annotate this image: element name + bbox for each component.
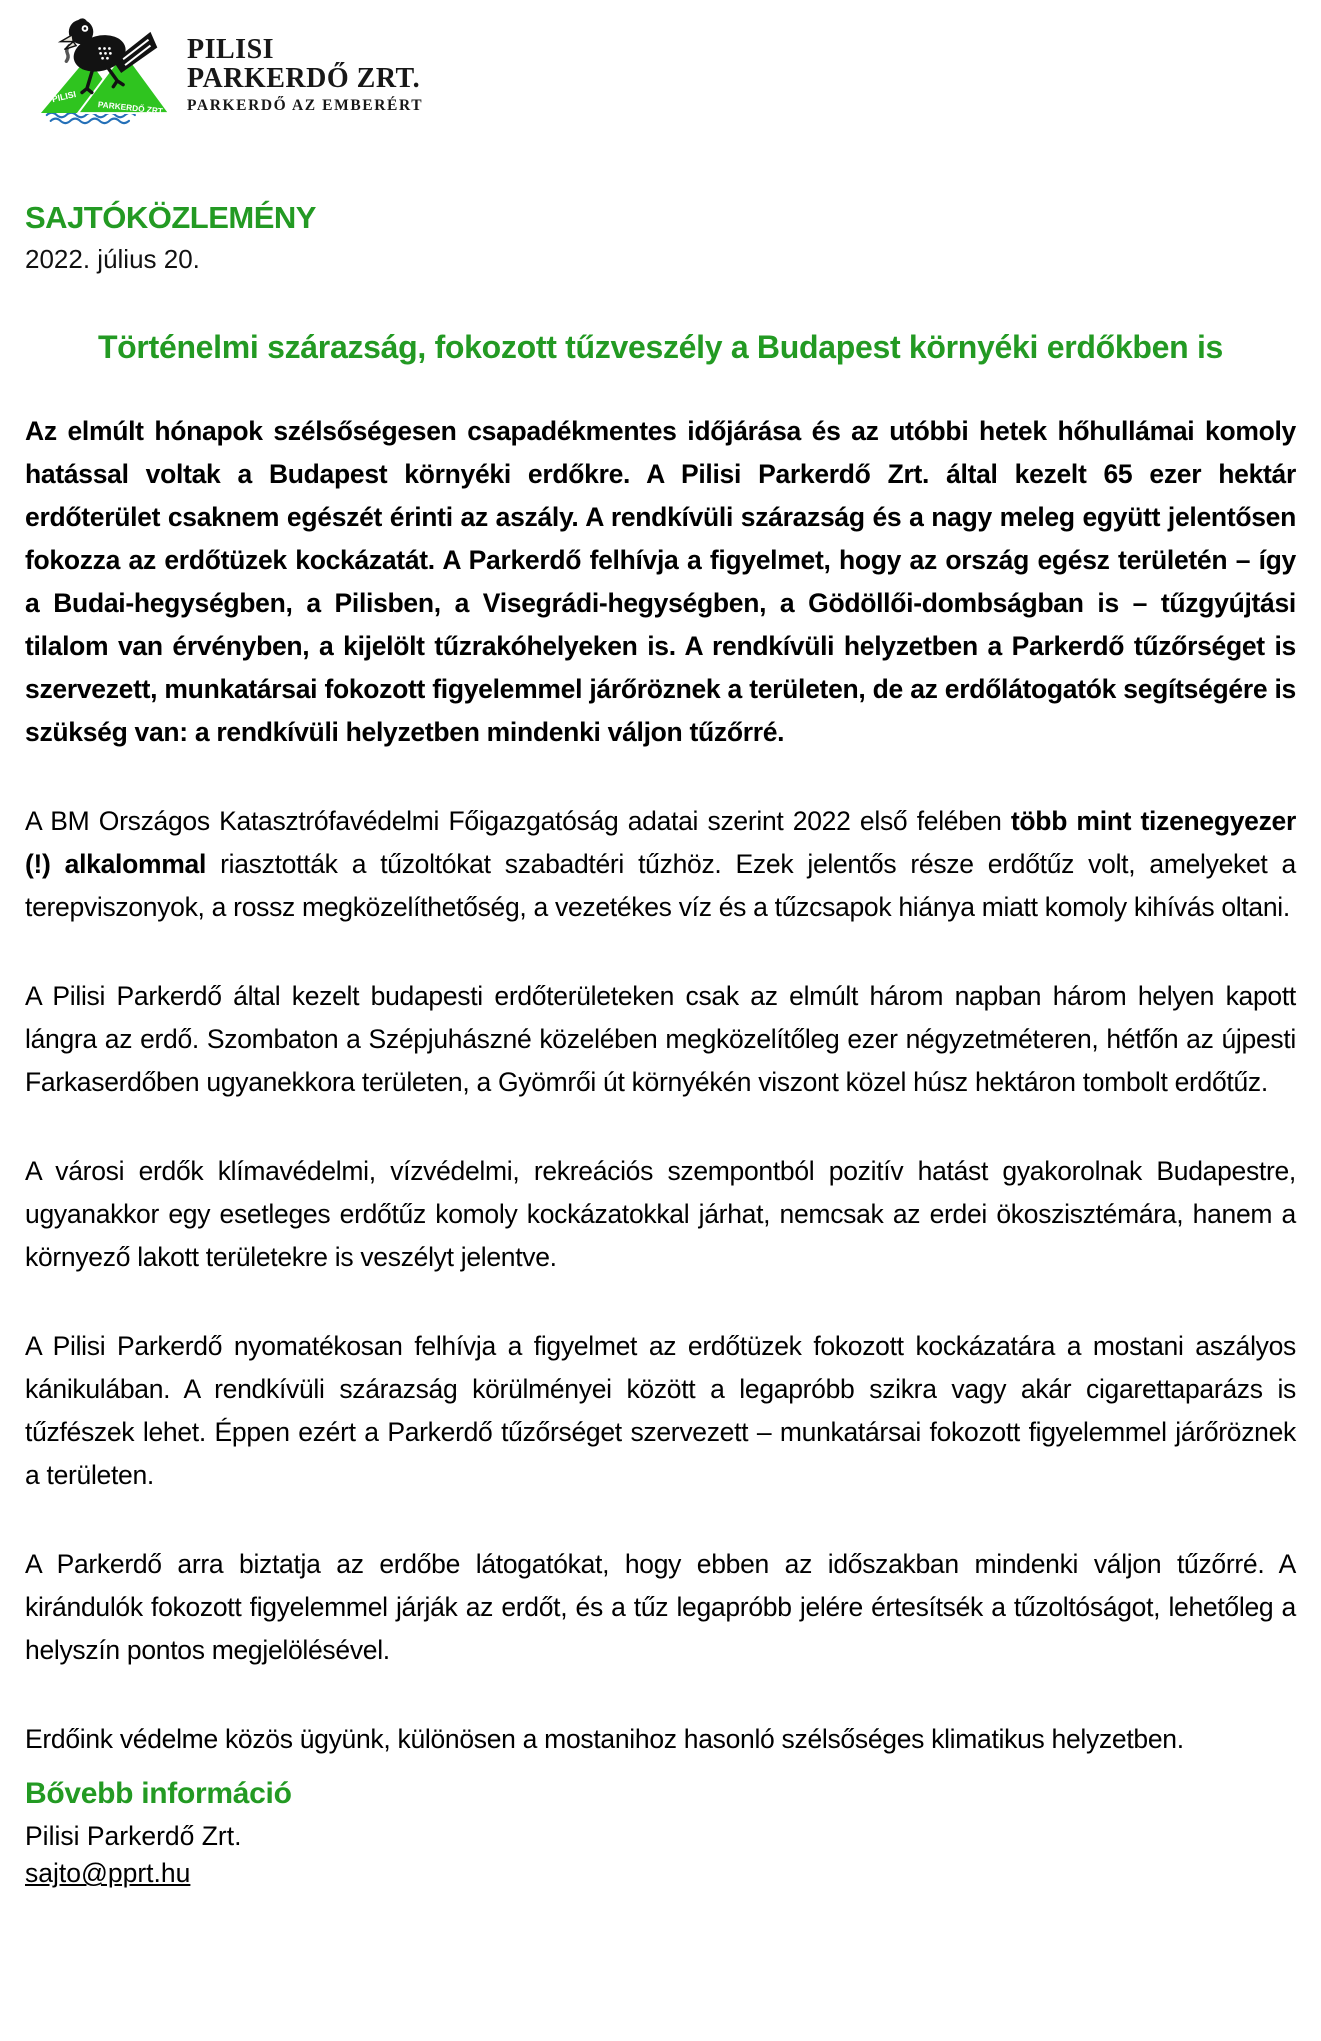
document-title: Történelmi szárazság, fokozott tűzveszély a Budapest környéki erdőkben is	[97, 329, 1224, 365]
logo-bird-hills-icon	[39, 16, 171, 126]
paragraph-visitors-call: A Parkerdő arra biztatja az erdőbe látogatókat, hogy ebben az időszakban mindenki váljon tűzőrré. A kirándulók fokozott figyelemmel járják az erdőt, és a tűz legapróbb jelére értesítsék a tűzoltóságot, lehetőleg a helyszín pontos megjelölésével.	[25, 1549, 1296, 1666]
logo-wordmark	[187, 16, 423, 115]
lead-paragraph: Az elmúlt hónapok szélsőségesen csapadékmentes időjárása és az utóbbi hetek hőhullámai komoly hatással voltak a Budapest környéki erdőkre. A Pilisi Parkerdő Zrt. által kezelt 65 ezer hektár erdőterület csaknem egészét érinti az aszály. A rendkívüli szárazság és a nagy meleg együtt jelentősen fokozza az erdőtüzek kockázatát. A Parkerdő felhívja a figyelmet, hogy az ország egész területén – így a Budai-hegységben, a Pilisben, a Visegrádi-hegységben, a Gödöllői-dombságban is – tűzgyújtási tilalom van érvényben, a kijelölt tűzrakóhelyeken is. A rendkívüli helyzetben a Parkerdő tűzőrséget is szervezett, munkatársai fokozott figyelemmel járőröznek a területen, de az erdőlátogatók segítségére is szükség van: a rendkívüli helyzetben mindenki váljon tűzőrré.	[25, 416, 1296, 748]
logo-water-waves-icon	[47, 113, 135, 123]
press-release-kicker: SAJTÓKÖZLEMÉNY	[25, 200, 316, 235]
release-date: 2022. július 20.	[25, 244, 200, 274]
company-logo	[39, 16, 1296, 128]
paragraph-closing: Erdőink védelme közös ügyünk, különösen a mostanihoz hasonló szélsőséges klimatikus helyzetben.	[25, 1724, 1184, 1755]
logo-tagline: PARKERDŐ AZ EMBERÉRT	[187, 97, 424, 115]
more-info-heading: Bővebb információ	[25, 1777, 292, 1811]
logo-company-line2: PARKERDŐ ZRT.	[187, 62, 421, 94]
logo-hill-left-label: PILISI	[50, 88, 77, 105]
paragraph-warning: A Pilisi Parkerdő nyomatékosan felhívja a figyelmet az erdőtüzek fokozott kockázatára a mostani aszályos kánikulában. A rendkívüli szárazság körülményei között a legapróbb szikra vagy akár cigarettaparázs is tűzfészek lehet. Éppen ezért a Parkerdő tűzőrséget szervezett – munkatársai fokozott figyelemmel járőröznek a területen.	[25, 1331, 1296, 1491]
press-email-link[interactable]: sajto@pprt.hu	[25, 1858, 191, 1889]
logo-hill-right-label: PARKERDŐ ZRT.	[97, 99, 165, 117]
article-body	[25, 410, 1296, 1761]
footer-email-line	[25, 1858, 1296, 1889]
paragraph-recent-fires: A Pilisi Parkerdő által kezelt budapesti erdőterületeken csak az elmúlt három napban három helyen kapott lángra az erdő. Szombaton a Szépjuhászné közelében megközelítőleg ezer négyzetméteren, hétfőn az újpesti Farkaserdőben ugyanekkora területen, a Gyömrői út környékén viszont közel húsz hektáron tombolt erdőtűz.	[25, 981, 1296, 1098]
paragraph-statistics	[25, 800, 1296, 929]
paragraph-statistics-post: riasztották a tűzoltókat szabadtéri tűzhöz. Ezek jelentős része erdőtűz volt, amelyeket a terepviszonyok, a rossz megközelíthetőség, a vezetékes víz és a tűzcsapok hiánya miatt komoly kihívás oltani.	[25, 849, 1296, 923]
paragraph-statistics-pre: A BM Országos Katasztrófavédelmi Főigazgatóság adatai szerint 2022 első felében	[25, 806, 1011, 837]
footer-company-name: Pilisi Parkerdő Zrt.	[25, 1821, 242, 1852]
paragraph-urban-forests: A városi erdők klímavédelmi, vízvédelmi, rekreációs szempontból pozitív hatást gyakorolnak Budapestre, ugyanakkor egy esetleges erdőtűz komoly kockázatokkal járhat, nemcsak az erdei ökoszisztémára, hanem a környező lakott területekre is veszélyt jelentve.	[25, 1156, 1296, 1273]
logo-company-line1: PILISI	[187, 34, 275, 65]
paragraph-statistics-bold: több mint tizenegyezer (!) alkalommal	[25, 806, 1296, 880]
